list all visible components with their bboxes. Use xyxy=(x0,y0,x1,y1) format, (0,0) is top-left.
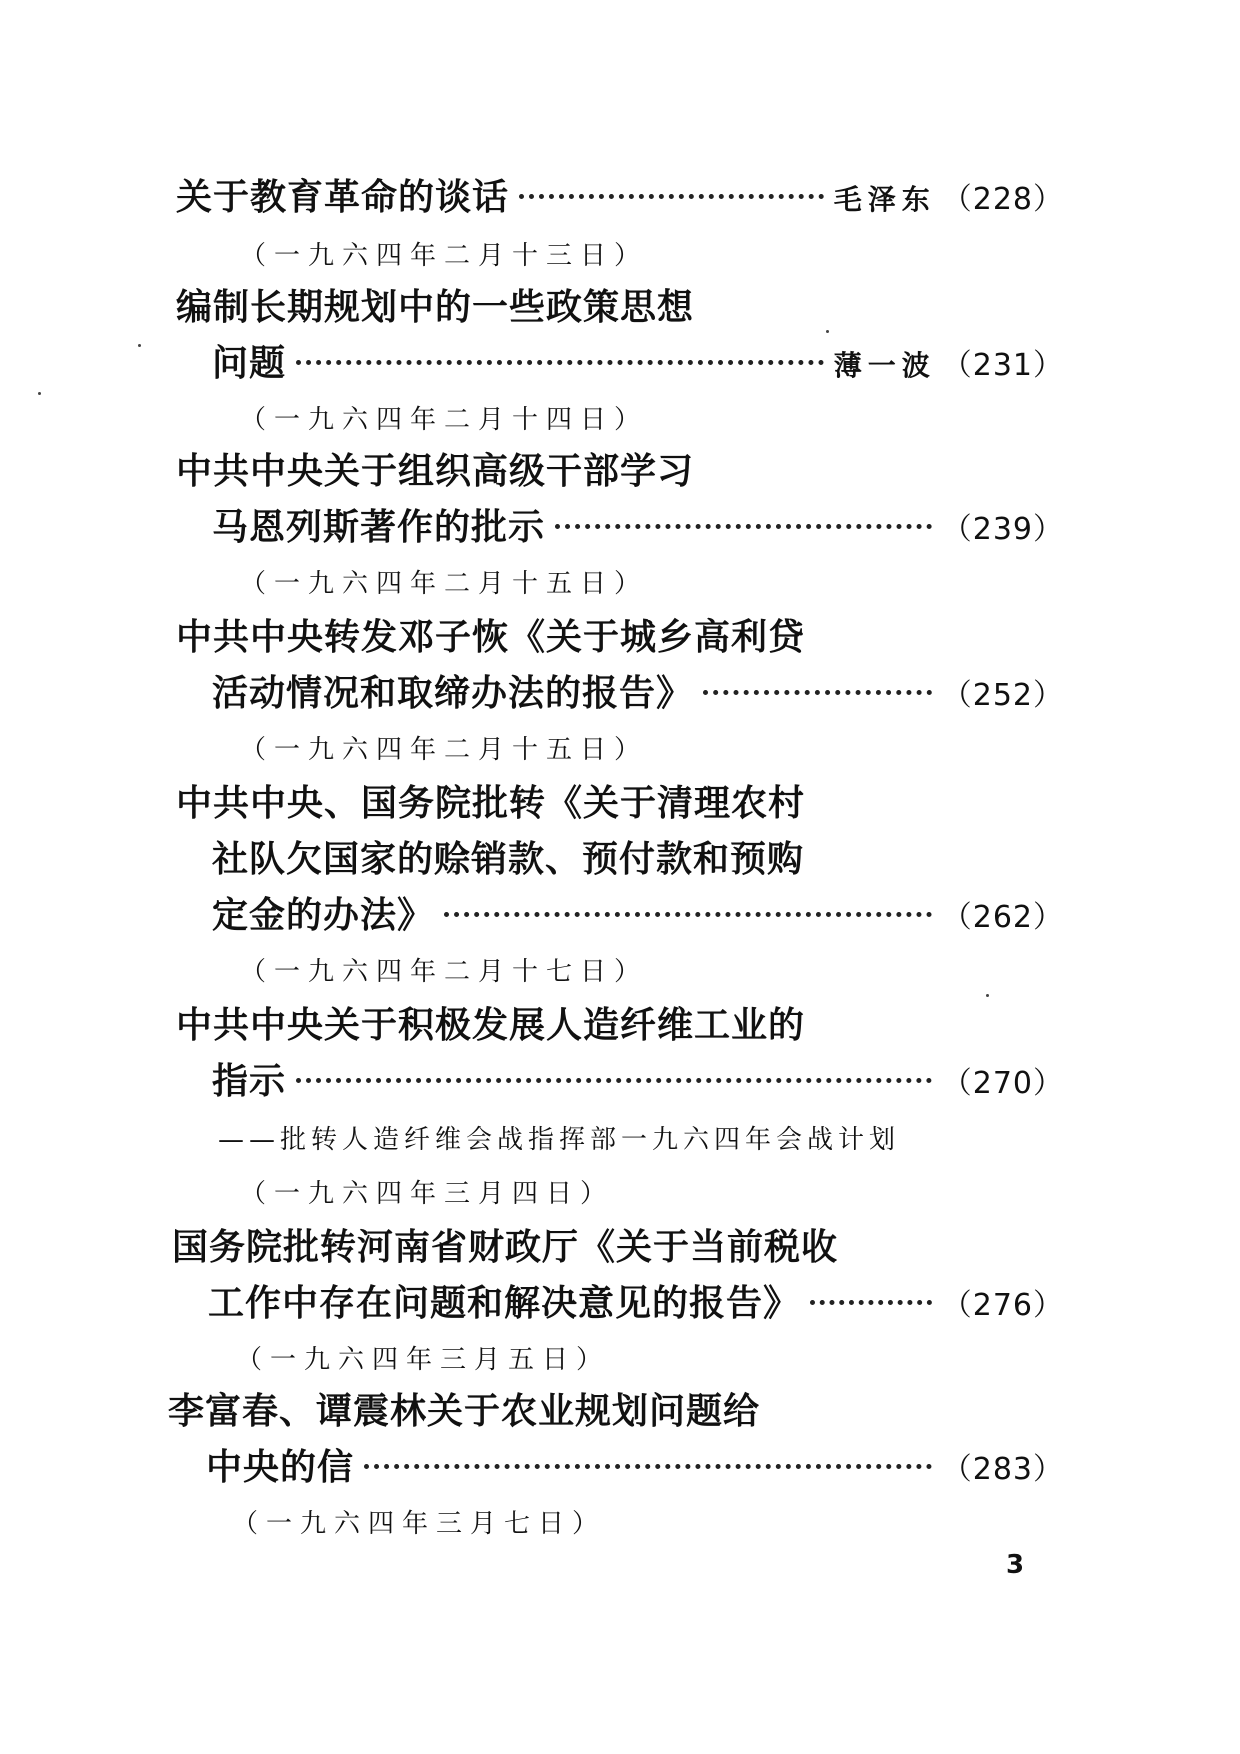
toc-entry-title xyxy=(168,1390,760,1434)
entry-date: （一九六四年二月十五日） xyxy=(240,569,649,599)
scan-speck xyxy=(38,392,41,395)
entry-title-line: 中央的信 xyxy=(206,1447,355,1488)
entry-title-line: 中共中央关于积极发展人造纤维工业的 xyxy=(176,1005,806,1046)
scan-speck xyxy=(826,330,829,333)
leader-dots xyxy=(296,1078,932,1083)
entry-title-line: 中共中央转发邓子恢《关于城乡高利贷 xyxy=(176,617,806,658)
entry-title-line: 中共中央关于组织高级干部学习 xyxy=(176,451,695,492)
entry-date: （一九六四年三月四日） xyxy=(240,1179,615,1209)
page-folio: 3 xyxy=(1006,1550,1025,1580)
toc-entry-title xyxy=(208,1282,1064,1328)
entry-date: （一九六四年二月十五日） xyxy=(240,735,649,765)
leader-dots xyxy=(555,524,932,529)
entry-title-line: 社队欠国家的赊销款、预付款和预购 xyxy=(212,839,805,880)
entry-title-line: 工作中存在问题和解决意见的报告》 xyxy=(208,1283,801,1324)
entry-date: （一九六四年二月十七日） xyxy=(240,957,649,987)
entry-title-line: 问题 xyxy=(212,343,287,384)
entry-title-line: 李富春、谭震林关于农业规划问题给 xyxy=(168,1391,761,1432)
toc-entry-title xyxy=(212,894,1064,940)
entry-title-line: 指示 xyxy=(212,1061,287,1102)
entry-title-line: 国务院批转河南省财政厅《关于当前税收 xyxy=(172,1227,839,1268)
scan-speck xyxy=(986,994,989,997)
entry-title-line: 定金的办法》 xyxy=(212,895,435,936)
entry-page-number: （231） xyxy=(941,348,1064,383)
entry-date: （一九六四年三月五日） xyxy=(236,1345,611,1375)
toc-entry-title xyxy=(176,782,805,826)
entry-date: （一九六四年三月七日） xyxy=(232,1509,607,1539)
leader-dots xyxy=(444,912,932,917)
leader-dots xyxy=(364,1464,932,1469)
toc-entry-title xyxy=(212,672,1064,718)
entry-page-number: （239） xyxy=(941,512,1064,547)
entry-title-line: 活动情况和取缔办法的报告》 xyxy=(212,673,694,714)
toc-entry-title xyxy=(172,1226,838,1270)
entry-subtitle: ——批转人造纤维会战指挥部一九六四年会战计划 xyxy=(218,1125,901,1155)
leader-dots xyxy=(810,1300,932,1305)
entry-page-number: （283） xyxy=(941,1452,1064,1487)
toc-entry-title xyxy=(176,1004,805,1048)
leader-dots xyxy=(703,690,932,695)
leader-dots xyxy=(296,360,824,365)
entry-title-line: 中共中央、国务院批转《关于清理农村 xyxy=(176,783,806,824)
toc-entry-title xyxy=(176,286,694,330)
toc-entry-title xyxy=(206,1446,1064,1492)
entry-author: 薄一波 xyxy=(833,349,936,382)
toc-entry-title xyxy=(176,176,1064,222)
entry-page-number: （262） xyxy=(941,900,1064,935)
entry-title-line: 编制长期规划中的一些政策思想 xyxy=(176,287,695,328)
entry-page-number: （252） xyxy=(941,678,1064,713)
toc-entry-title xyxy=(176,616,805,660)
toc-entry-title xyxy=(212,1060,1064,1106)
entry-author: 毛泽东 xyxy=(833,183,936,216)
entry-title-line: 马恩列斯著作的批示 xyxy=(212,507,546,548)
toc-entry-title xyxy=(212,342,1064,388)
toc-entry-title xyxy=(212,506,1064,552)
entry-page-number: （270） xyxy=(941,1066,1064,1101)
entry-page-number: （276） xyxy=(941,1288,1064,1323)
entry-date: （一九六四年二月十三日） xyxy=(240,241,649,271)
entry-date: （一九六四年二月十四日） xyxy=(240,405,649,435)
toc-entry-title xyxy=(176,450,694,494)
leader-dots xyxy=(519,194,824,199)
entry-page-number: （228） xyxy=(941,182,1064,217)
scan-speck xyxy=(138,344,141,347)
entry-title-line: 关于教育革命的谈话 xyxy=(176,177,510,218)
toc-entry-title xyxy=(212,838,804,882)
